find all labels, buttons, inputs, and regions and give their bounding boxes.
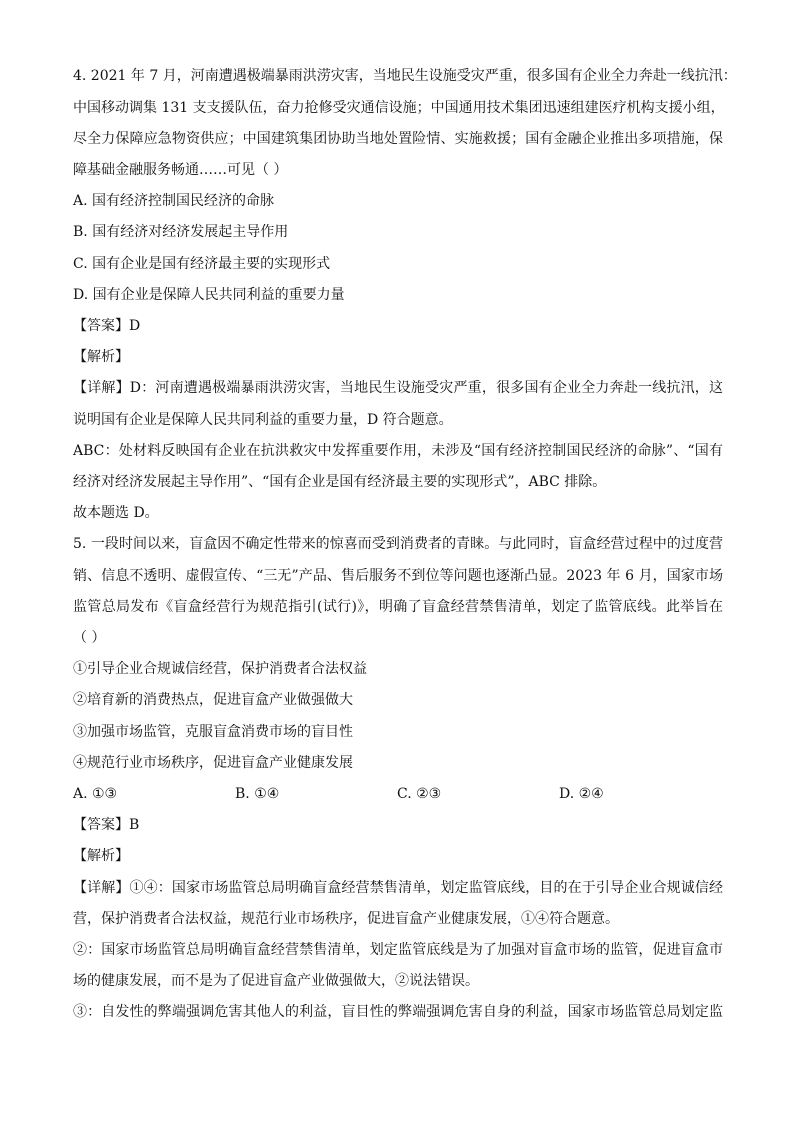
q4-option-d: D. 国有企业是保障人民共同利益的重要力量 [73, 287, 345, 303]
q5-option-c: C. ②③ [397, 786, 442, 802]
q5-answer: 【答案】B [73, 817, 140, 833]
q5-stem-line-4: （ ） [73, 630, 106, 646]
q5-stem-line-1: 5. 一段时间以来，盲盒因不确定性带来的惊喜而受到消费者的青睐。与此同时，盲盒经营过程中的过度营 [73, 536, 723, 552]
q5-analysis-line-3: ②：国家市场监管总局明确盲盒经营禁售清单，划定监管底线是为了加强对盲盒市场的监管，促进盲盒市 [73, 942, 723, 958]
q4-option-c: C. 国有企业是国有经济最主要的实现形式 [73, 256, 331, 272]
q4-stem-line-1: 4. 2021 年 7 月，河南遭遇极端暴雨洪涝灾害，当地民生设施受灾严重，很多国有企业全力奔赴一线抗汛： [73, 68, 737, 84]
q5-stem-line-3: 监管总局发布《盲盒经营行为规范指引(试行)》，明确了盲盒经营禁售清单，划定了监管底线。此举旨在 [73, 599, 723, 615]
q5-item-1: ①引导企业合规诚信经营，保护消费者合法权益 [73, 661, 367, 677]
q4-option-a: A. 国有经济控制国民经济的命脉 [73, 193, 275, 209]
q5-option-b: B. ①④ [235, 786, 280, 802]
q4-analysis-line-3: ABC：处材料反映国有企业在抗洪救灾中发挥重要作用，未涉及“国有经济控制国民经济的命脉”、“国有 [73, 443, 723, 459]
q4-analysis-line-2: 说明国有企业是保障人民共同利益的重要力量，D 符合题意。 [73, 412, 453, 428]
q5-analysis-line-2: 营，保护消费者合法权益，规范行业市场秩序，促进盲盒产业健康发展，①④符合题意。 [73, 911, 619, 927]
q4-stem-line-4: 障基础金融服务畅通……可见（ ） [73, 162, 288, 178]
q5-option-a: A. ①③ [73, 786, 118, 802]
q4-option-b: B. 国有经济对经济发展起主导作用 [73, 224, 289, 240]
q5-item-4: ④规范行业市场秩序，促进盲盒产业健康发展 [73, 755, 353, 771]
q5-stem-line-2: 销、信息不透明、虚假宣传、“三无”产品、售后服务不到位等问题也逐渐凸显。2023 年 6 月，国家市场 [73, 568, 723, 584]
q5-analysis-line-4: 场的健康发展，而不是为了促进盲盒产业做强做大，②说法错误。 [73, 973, 479, 989]
q5-item-3: ③加强市场监管，克服盲盒消费市场的盲目性 [73, 724, 353, 740]
q4-analysis-label: 【解析】 [73, 349, 129, 365]
q4-stem-line-2: 中国移动调集 131 支支援队伍，奋力抢修受灾通信设施；中国通用技术集团迅速组建医疗机构支援小组， [73, 100, 725, 116]
q5-item-2: ②培育新的消费热点，促进盲盒产业做强做大 [73, 692, 353, 708]
q4-answer: 【答案】D [73, 318, 141, 334]
q5-option-d: D. ②④ [559, 786, 604, 802]
q5-options-row [73, 784, 723, 804]
q4-analysis-line-4: 经济对经济发展起主导作用”、“国有企业是国有经济最主要的实现形式”，ABC 排除。 [73, 474, 607, 490]
q4-stem-line-3: 尽全力保障应急物资供应；中国建筑集团协助当地处置险情、实施救援；国有金融企业推出多项措施，保 [73, 131, 723, 147]
q5-analysis-label: 【解析】 [73, 848, 129, 864]
q5-analysis-line-1: 【详解】①④：国家市场监管总局明确盲盒经营禁售清单，划定监管底线，目的在于引导企业合规诚信经 [73, 880, 723, 896]
q4-analysis-line-5: 故本题选 D。 [73, 505, 159, 521]
q4-analysis-line-1: 【详解】D：河南遭遇极端暴雨洪涝灾害，当地民生设施受灾严重，很多国有企业全力奔赴一线抗汛，这 [73, 380, 723, 396]
q5-analysis-line-5: ③：自发性的弊端强调危害其他人的利益，盲目性的弊端强调危害自身的利益，国家市场监管总局划定监 [73, 1004, 723, 1020]
